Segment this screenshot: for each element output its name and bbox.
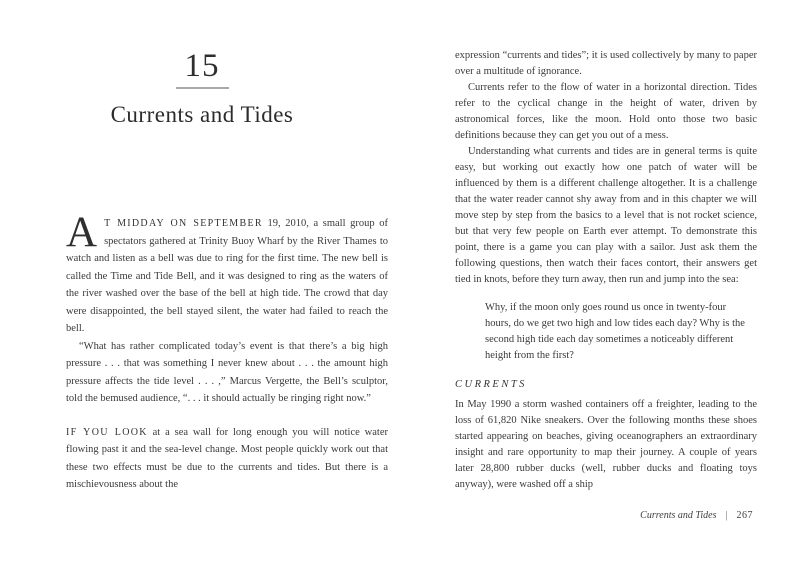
challenge-paragraph: Understanding what currents and tides are in general terms is quite easy, but working out exactly how one patch of water will be influenced by them is a different challenge altogether. It is a challenge that the water reader cannot shy away from and in this chapter we will move step by step from the basics to a level that is not rocket science, but that very few people on Earth ever attempt. To demonstrate this point, there is a game you can play with a sailor. Just ask them the following questions, then watch their faces contort, their answers get tied in knots, before they turn away, then run and jump into the sea: bbox=[455, 146, 757, 285]
chapter-number: 15 bbox=[176, 50, 229, 89]
currents-section-heading: CURRENTS bbox=[455, 379, 527, 390]
footer-separator: | bbox=[725, 510, 728, 521]
chapter-title: Currents and Tides bbox=[110, 102, 294, 127]
opening-paragraph-text: 19, 2010, a small group of spectators gathered at Trinity Buoy Wharf by the River Thames to watch and listen as a bell was due to ring for the first time. The new bell is called the Time and Tide Bell, and it was designed to ring as the waters of the river washed over the base of the bell at high tide. The crowd that day were disappointed, the bell stayed silent, the water had failed to reach the bell. bbox=[66, 218, 388, 334]
quote-paragraph: “What has rather complicated today’s event is that there’s a big high pressure . . . that was something I never knew about . . . the amount high pressure affects the tide level . . . ,” Marcus Vergette, the Bell’s sculptor, told the bemused audience, “. . . it should actually be ringing right now.” bbox=[66, 340, 388, 404]
section-paragraph bbox=[66, 424, 388, 494]
opening-small-caps-lead: T MIDDAY ON SEPTEMBER bbox=[104, 218, 263, 229]
opening-paragraph bbox=[66, 209, 388, 338]
chapter-heading bbox=[0, 0, 404, 128]
section-paragraph-text: at a sea wall for long enough you will notice water flowing past it and the sea-level change. Most people quickly work out that these two effects must be due to the currents and tides. But there is a mischievousness about the bbox=[66, 426, 388, 490]
left-text-column bbox=[66, 209, 388, 494]
right-text-column bbox=[455, 48, 757, 524]
page-footer bbox=[455, 508, 757, 524]
definitions-paragraph: Currents refer to the flow of water in a horizontal direction. Tides refer to the cyclical change in the height of water, driven by astronomical forces, like the moon. Hold onto those two basic definitions because they can get you out of a mess. bbox=[455, 82, 757, 141]
running-head: Currents and Tides bbox=[640, 510, 717, 521]
continuation-paragraph: expression “currents and tides”; it is used collectively by many to paper over a multitude of ignorance. bbox=[455, 50, 757, 77]
right-page bbox=[404, 0, 800, 562]
page-number: 267 bbox=[736, 510, 753, 521]
sailor-questions-blockquote: Why, if the moon only goes round us once in twenty-four hours, do we get two high and low tides each day? Why is the second high tide each day sometimes a noticeably different height from the first? bbox=[485, 302, 745, 361]
section-small-caps-lead: IF YOU LOOK bbox=[66, 426, 148, 438]
currents-paragraph: In May 1990 a storm washed containers off a freighter, leading to the loss of 61,820 Nike sneakers. Over the following months these shoes started appearing on beaches, giving oceanographers an extraordinary insight and rare opportunity to map their journey. A couple of years later 28,800 rubber ducks (well, rubber ducks and floating toys anyway), were washed off a ship bbox=[455, 399, 757, 490]
drop-cap: A bbox=[66, 209, 98, 256]
